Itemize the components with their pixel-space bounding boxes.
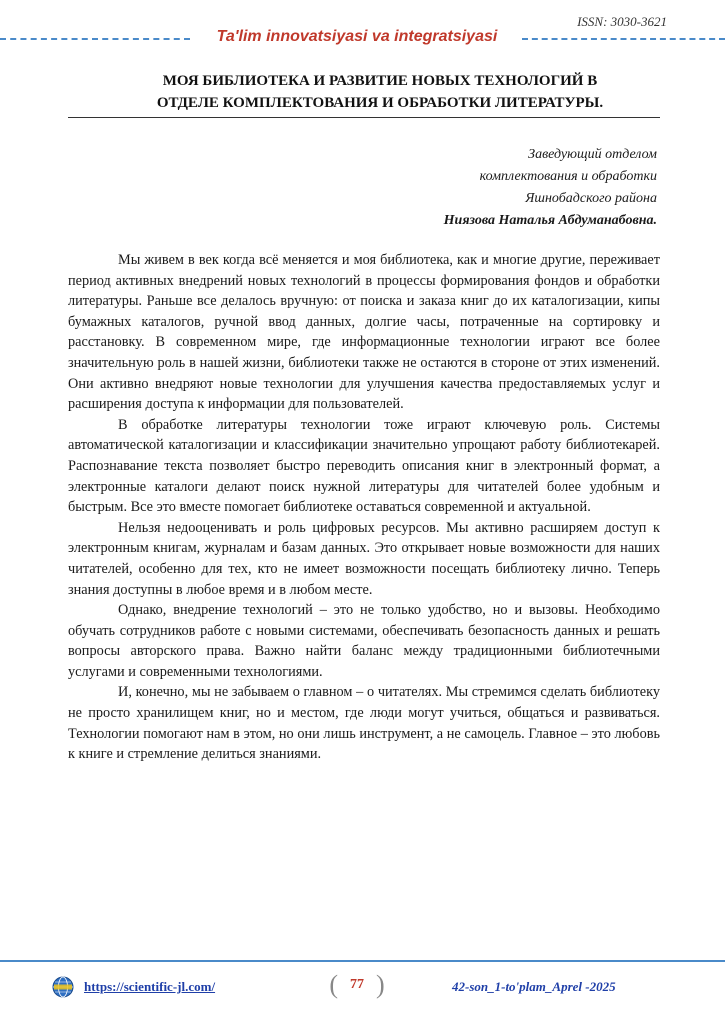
author-position-line: Яшнобадского района: [525, 191, 657, 206]
author-position-line: комплектования и обработки: [479, 169, 657, 184]
paragraph: Мы живем в век когда всё меняется и моя библиотека, как и многие другие, переживает период активных внедрений новых технологий в процессы формирования фондов и обработки литературы. Раньше все делалось вручную: от поиска и заказа книг до их каталогизации, кипы бумажных каталогов, ручной ввод данных, долгие часы, потраченные на сортировку и расстановку. В современном мире, где информационные технологии играют все более значительную роль в нашей жизни, библиотеки также не остаются в стороне от этих изменений. Они активно внедряют новые технологии для улучшения качества предоставляемых услуг и расширения доступа к информации для пользователей.: [68, 252, 660, 413]
bracket-right-icon: ): [376, 970, 385, 999]
author-position-line: Заведующий отделом: [528, 147, 657, 162]
author-name: Ниязова Наталья Абдуманабовна.: [443, 213, 657, 228]
globe-icon: [52, 976, 74, 998]
issue-label: 42-son_1-to'plam_Aprel -2025: [452, 979, 616, 994]
paragraph: В обработке литературы технологии тоже играют ключевую роль. Системы автоматической каталогизации и классификации значительно упрощают работу библиотекарей. Распознавание текста позволяет быстро переводить описания книг в электронный формат, а электронные каталоги делают поиск нужной литературы для читателей более удобным и быстрым. Все это вместе помогает библиотеке оставаться современной и актуальной.: [68, 416, 660, 516]
issn-label: ISSN: 3030-3621: [577, 14, 667, 29]
article-title: [100, 70, 660, 114]
title-underline: [68, 117, 660, 118]
page-number-value: 77: [350, 977, 364, 992]
page-number: [326, 970, 388, 1000]
bracket-left-icon: (: [329, 970, 338, 999]
title-line-1: МОЯ БИБЛИОТЕКА И РАЗВИТИЕ НОВЫХ ТЕХНОЛОГИЙ В: [162, 73, 598, 89]
journal-website-link[interactable]: https://scientific-jl.com/: [84, 979, 216, 994]
paragraph: Однако, внедрение технологий – это не только удобство, но и вызовы. Необходимо обучать сотрудников работе с новыми системами, обеспечивать безопасность данных и решать вопросы авторского права. Важно найти баланс между традиционными библиотечными услугами и современными технологиями.: [68, 602, 660, 680]
header-divider-left: [0, 38, 190, 40]
header-divider-right: [522, 38, 725, 40]
footer-divider: [0, 960, 725, 962]
author-block: [337, 144, 657, 232]
paragraph: Нельзя недооценивать и роль цифровых ресурсов. Мы активно расширяем доступ к электронным книгам, журналам и базам данных. Это открывает новые возможности для наших читателей, особенно для тех, кто не имеет возможности посещать библиотеку лично. Теперь знания доступны в любое время и в любом месте.: [68, 519, 660, 598]
title-line-2: ОТДЕЛЕ КОМПЛЕКТОВАНИЯ И ОБРАБОТКИ ЛИТЕРАТУРЫ.: [156, 95, 604, 111]
journal-title: Ta'lim innovatsiyasi va integratsiyasi: [216, 28, 498, 45]
paragraph: И, конечно, мы не забываем о главном – о читателях. Мы стремимся сделать библиотеку не просто хранилищем книг, но и местом, где люди могут учиться, общаться и развиваться. Технологии помогают нам в этом, но они лишь инструмент, а не самоцель. Главное – это любовь к книге и стремление делиться знаниями.: [68, 684, 660, 763]
article-body: [68, 250, 660, 765]
